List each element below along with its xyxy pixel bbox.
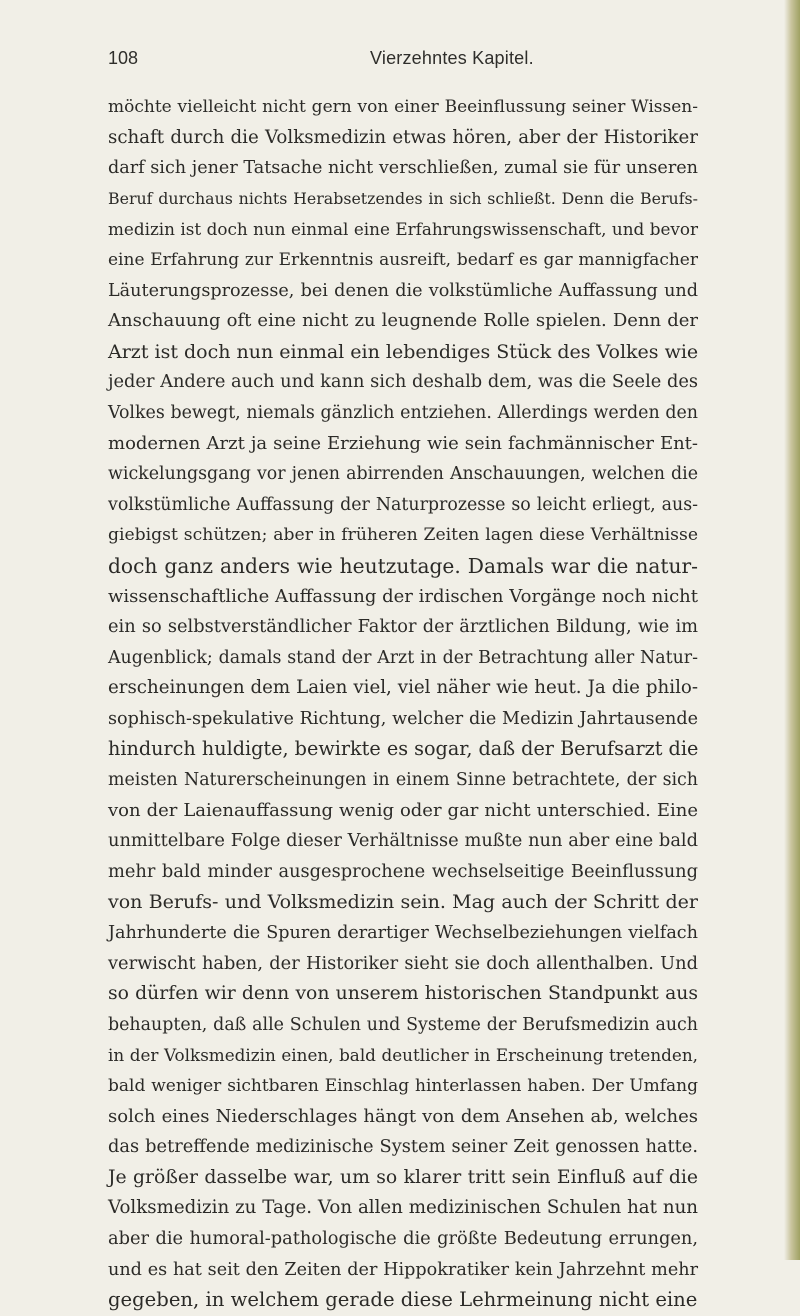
text-line: das betreffende medizinische System seiner Zeit genossen hatte.	[108, 1136, 698, 1158]
text-line: Volkes bewegt, niemals gänzlich entziehen. Allerdings werden den	[108, 402, 698, 423]
text-line: Jahrhunderte die Spuren derartiger Wechselbeziehungen vielfach	[108, 923, 698, 944]
text-line: gegeben, in welchem gerade diese Lehrmeinung nicht eine	[108, 1288, 698, 1312]
text-line: bald weniger sichtbaren Einschlag hinterlassen haben. Der Umfang	[108, 1076, 698, 1096]
text-line: unmittelbare Folge dieser Verhältnisse mußte nun aber eine bald	[108, 830, 698, 852]
page-number: 108	[108, 48, 139, 68]
text-line: von Berufs- und Volksmedizin sein. Mag auch der Schritt der	[108, 891, 698, 914]
text-line: behaupten, daß alle Schulen und Systeme der Berufsmedizin auch	[108, 1014, 698, 1035]
text-line: hindurch huldigte, bewirkte es sogar, daß der Berufsarzt die	[108, 737, 699, 761]
text-line: jeder Andere auch und kann sich deshalb dem, was die Seele des	[108, 371, 698, 393]
text-line: meisten Naturerscheinungen in einem Sinne betrachtete, der sich	[108, 770, 698, 791]
text-line: Volksmedizin zu Tage. Von allen medizinischen Schulen hat nun	[108, 1197, 698, 1219]
text-line: möchte vielleicht nicht gern von einer Beeinflussung seiner Wissen-	[108, 97, 698, 117]
text-line: schaft durch die Volksmedizin etwas hören, aber der Historiker	[108, 126, 698, 148]
text-line: giebigst schützen; aber in früheren Zeiten lagen diese Verhältnisse	[108, 525, 698, 546]
page-edge-shadow	[784, 0, 800, 1260]
text-line: erscheinungen dem Laien viel, viel näher wie heut. Ja die philo-	[108, 677, 698, 699]
text-line: Läuterungsprozesse, bei denen die volkstümliche Auffassung und	[108, 280, 698, 301]
text-line: Anschauung oft eine nicht zu leugnende Rolle spielen. Denn der	[108, 310, 698, 332]
text-line: medizin ist doch nun einmal eine Erfahrungswissenschaft, und bevor	[108, 219, 698, 240]
text-line: Augenblick; damals stand der Arzt in der Betrachtung aller Natur-	[108, 647, 698, 668]
text-line: doch ganz anders wie heutzutage. Damals war die natur-	[108, 553, 698, 578]
text-line: in der Volksmedizin einen, bald deutlicher in Erscheinung tretenden,	[108, 1045, 698, 1066]
text-line: solch eines Niederschlages hängt von dem Ansehen ab, welches	[108, 1105, 698, 1127]
body-text	[108, 92, 698, 1316]
text-line: Je größer dasselbe war, um so klarer tritt sein Einfluß auf die	[108, 1166, 698, 1188]
page-header	[108, 48, 708, 82]
text-line: sophisch-spekulative Richtung, welcher die Medizin Jahrtausende	[108, 708, 698, 729]
text-line: verwischt haben, der Historiker sieht sie doch allenthalben. Und	[108, 952, 698, 974]
text-line: eine Erfahrung zur Erkenntnis ausreift, bedarf es gar mannigfacher	[108, 249, 698, 270]
text-line: darf sich jener Tatsache nicht verschließen, zumal sie für unseren	[108, 158, 698, 179]
text-line: von der Laienauffassung wenig oder gar nicht unterschied. Eine	[108, 799, 698, 821]
text-line: und es hat seit den Zeiten der Hippokratiker kein Jahrzehnt mehr	[108, 1259, 698, 1280]
text-line: aber die humoral-pathologische die größte Bedeutung errungen,	[108, 1227, 698, 1249]
text-line: so dürfen wir denn von unserem historischen Standpunkt aus	[108, 983, 698, 1005]
text-line: volkstümliche Auffassung der Naturprozesse so leicht erliegt, aus-	[108, 494, 698, 515]
text-line: wissenschaftliche Auffassung der irdischen Vorgänge noch nicht	[108, 585, 698, 607]
text-line: mehr bald minder ausgesprochene wechselseitige Beeinflussung	[108, 860, 698, 882]
text-line: wickelungsgang vor jenen abirrenden Anschauungen, welchen die	[108, 464, 698, 485]
text-line: modernen Arzt ja seine Erziehung wie sein fachmännischer Ent-	[108, 432, 698, 454]
text-line: Arzt ist doch nun einmal ein lebendiges Stück des Volkes wie	[108, 340, 699, 363]
text-line: ein so selbstverständlicher Faktor der ärztlichen Bildung, wie im	[108, 616, 698, 638]
running-title: Vierzehntes Kapitel.	[370, 48, 534, 68]
text-line: Beruf durchaus nichts Herabsetzendes in sich schließt. Denn die Berufs-	[108, 188, 698, 208]
